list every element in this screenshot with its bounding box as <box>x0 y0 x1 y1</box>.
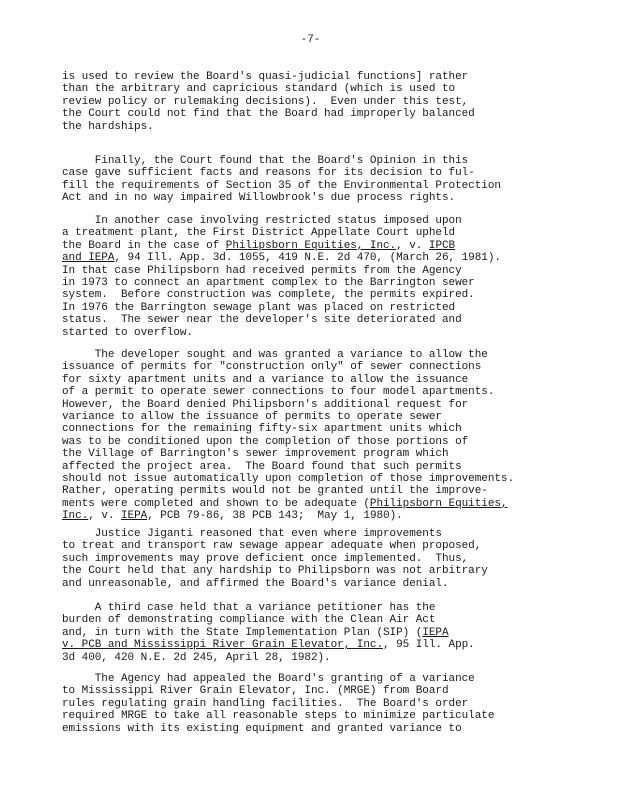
text-line: Finally, the Court found that the Board's Opinion in this <box>62 155 469 167</box>
text-line: should not issue automatically upon completion of those improvements. <box>62 473 515 486</box>
case-citation-iepa: IEPA <box>120 510 148 523</box>
text-segment: , PCB 79-86, 38 PCB 143; May 1, 1980). <box>147 510 403 523</box>
text-line: However, the Board denied Philipsborn's additional request for <box>62 398 469 411</box>
case-citation-philipsborn: Philipsborn Equities, Inc. <box>225 239 397 252</box>
text-line: issuance of permits for "construction only" of sewer connections <box>62 361 482 374</box>
text-line: emissions with its existing equipment and granted variance to <box>62 722 462 735</box>
text-segment: , v. <box>396 239 429 252</box>
text-line: affected the project area. The Board found that such permits <box>62 460 462 473</box>
text-line: case gave sufficient facts and reasons for its decision to ful- <box>62 167 475 180</box>
paragraph-6 <box>62 602 562 664</box>
text-segment: , v. <box>88 510 121 523</box>
text-line: than the arbitrary and capricious standard (which is used to <box>62 83 456 96</box>
case-citation-iepa: and IEPA <box>62 252 115 265</box>
text-segment: , 94 Ill. App. 3d. 1055, 419 N.E. 2d 470, (March 26, 1981). <box>114 252 501 265</box>
text-line: Act and in no way impaired Willowbrook's due process rights. <box>62 192 456 205</box>
text-segment: , 95 Ill. App. <box>383 639 475 652</box>
text-line: The developer sought and was granted a variance to allow the <box>62 349 488 361</box>
case-citation-mrge: v. PCB and Mississippi River Grain Elevator, Inc. <box>62 639 384 652</box>
case-citation-ipcb: IPCB <box>428 239 456 252</box>
text-line: required MRGE to take all reasonable steps to minimize particulate <box>62 710 495 723</box>
text-line: in 1973 to connect an apartment complex to the Barrington sewer <box>62 277 475 290</box>
text-line: such improvements may prove deficient once implemented. Thus, <box>62 552 469 565</box>
text-line: the Village of Barrington's sewer improvement program which <box>62 448 449 461</box>
text-line: of a permit to operate sewer connections to four model apartments. <box>62 386 495 399</box>
text-segment: the Board in the case of <box>62 239 226 252</box>
text-segment: ments were completed and shown to be adequate ( <box>62 497 370 510</box>
text-line: system. Before construction was complete, the permits expired. <box>62 289 475 302</box>
text-line: started to overflow. <box>62 326 194 339</box>
case-citation-inc: Inc. <box>62 510 89 523</box>
text-line: and unreasonable, and affirmed the Board's variance denial. <box>62 577 449 590</box>
text-line: was to be conditioned upon the completion of those portions of <box>62 435 469 448</box>
text-line: variance to allow the issuance of permits to operate sewer <box>62 411 442 424</box>
page-number: -7- <box>300 34 321 46</box>
text-segment: and, in turn with the State Implementation Plan (SIP) ( <box>62 626 423 639</box>
text-line: the Court could not find that the Board had improperly balanced <box>62 108 475 121</box>
text-line: A third case held that a variance petitioner has the <box>62 602 436 614</box>
text-line: the hardships. <box>62 120 154 133</box>
paragraph-7 <box>62 673 562 735</box>
text-line: 3d 400, 420 N.E. 2d 245, April 28, 1982). <box>62 651 331 664</box>
text-line: rules regulating grain handling facilities. The Board's order <box>62 697 469 710</box>
paragraph-2 <box>62 155 562 205</box>
case-citation-iepa: IEPA <box>422 626 449 639</box>
text-line: In that case Philipsborn had received permits from the Agency <box>62 264 462 277</box>
text-line: for sixty apartment units and a variance to allow the issuance <box>62 373 469 386</box>
text-line: fill the requirements of Section 35 of the Environmental Protection <box>62 179 501 192</box>
text-line: review policy or rulemaking decisions). Even under this test, <box>62 95 469 108</box>
text-line: connections for the remaining fifty-six apartment units which <box>62 423 462 436</box>
text-line: In another case involving restricted status imposed upon <box>62 215 462 227</box>
text-line: to Mississippi River Grain Elevator, Inc. (MRGE) from Board <box>62 685 449 698</box>
text-line: a treatment plant, the First District Appellate Court upheld <box>62 227 456 240</box>
text-line: The Agency had appealed the Board's granting of a variance <box>62 673 475 685</box>
paragraph-5 <box>62 528 562 590</box>
text-line: is used to review the Board's quasi-judicial functions] rather <box>62 71 469 83</box>
text-line: In 1976 the Barrington sewage plant was placed on restricted <box>62 301 456 314</box>
case-citation-philipsborn: Philipsborn Equities, <box>369 497 508 510</box>
text-line: to treat and transport raw sewage appear adequate when proposed, <box>62 540 482 553</box>
paragraph-3 <box>62 215 562 339</box>
text-line: Rather, operating permits would not be granted until the improve- <box>62 485 488 498</box>
paragraph-1 <box>62 71 562 133</box>
text-line: burden of demonstrating compliance with the Clean Air Act <box>62 614 436 627</box>
text-line: the Court held that any hardship to Philipsborn was not arbitrary <box>62 565 488 578</box>
paragraph-4 <box>62 349 562 523</box>
text-line: Justice Jiganti reasoned that even where improvements <box>62 528 442 540</box>
text-line: status. The sewer near the developer's site deteriorated and <box>62 314 462 327</box>
